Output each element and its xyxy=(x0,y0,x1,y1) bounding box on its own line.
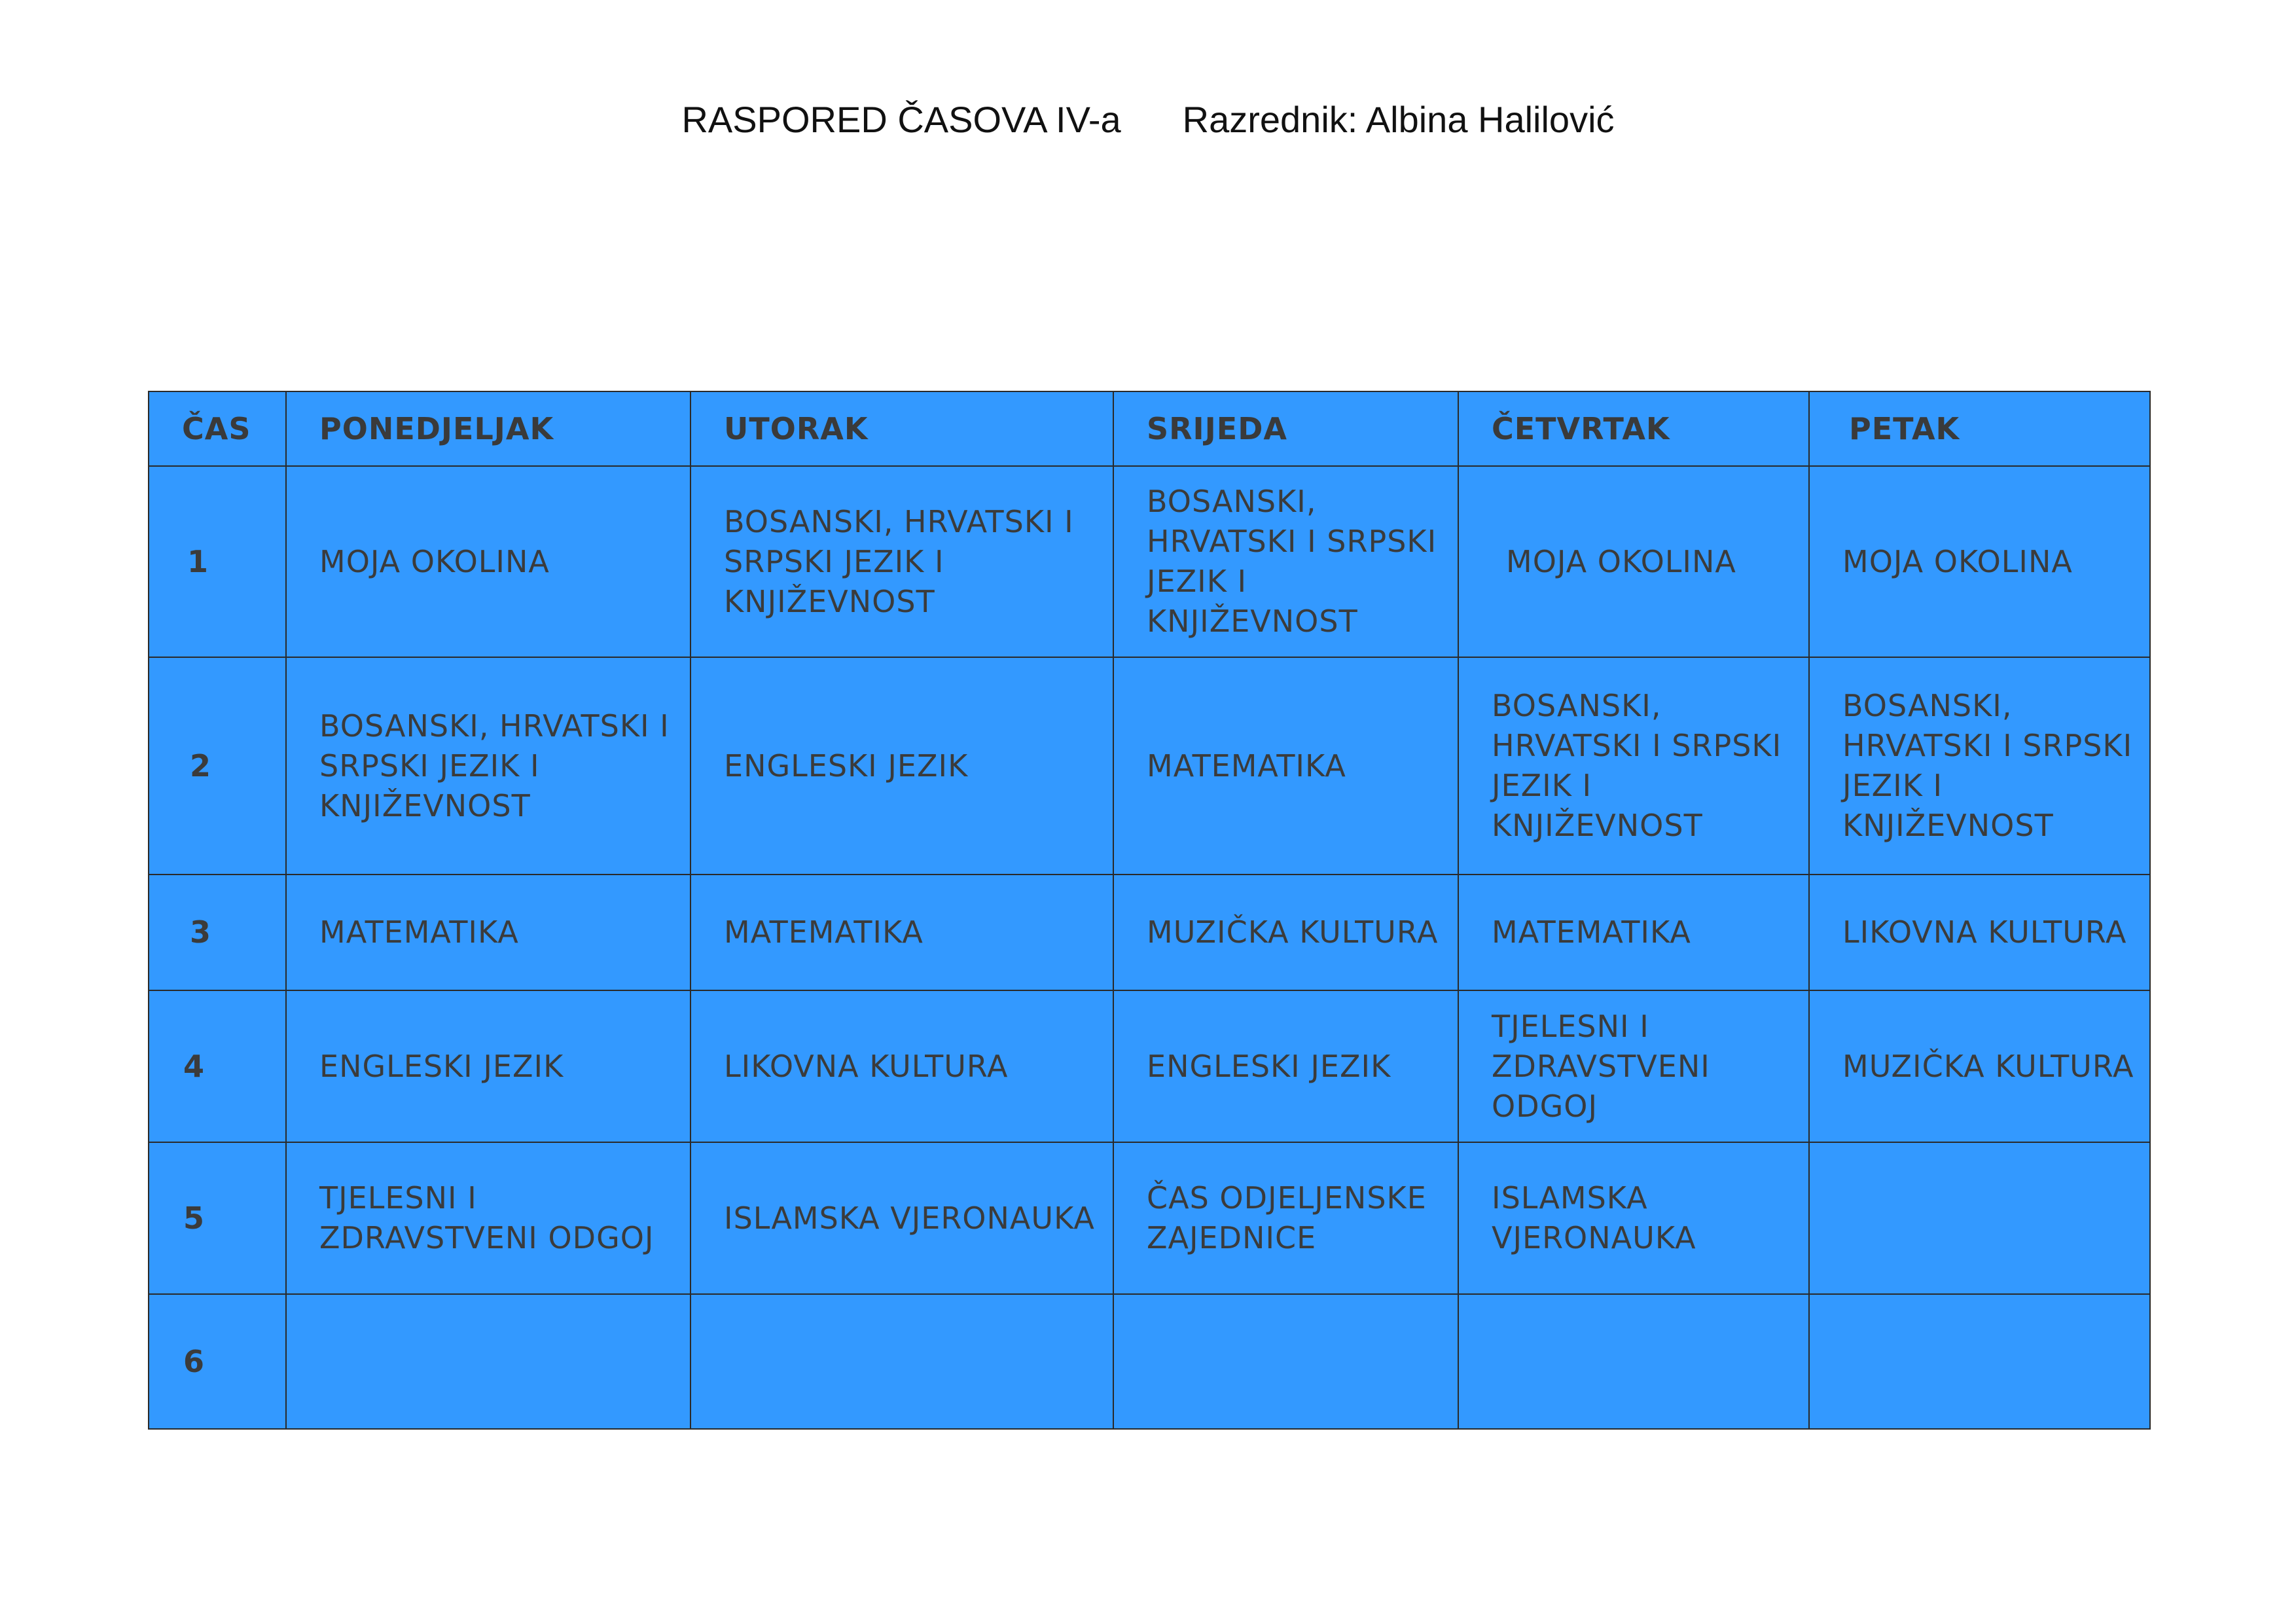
table-row xyxy=(149,466,2150,657)
lesson-cell: ENGLESKI JEZIK xyxy=(286,990,691,1142)
lesson-cell: TJELESNI I ZDRAVSTVENI ODGOJ xyxy=(286,1142,691,1294)
lesson-cell xyxy=(1458,1294,1809,1429)
column-header-friday: PETAK xyxy=(1809,391,2150,466)
lesson-cell: BOSANSKI, HRVATSKI I SRPSKI JEZIK I KNJIŽEVNOST xyxy=(1809,657,2150,875)
table-row xyxy=(149,1142,2150,1294)
lesson-cell: MOJA OKOLINA xyxy=(1809,466,2150,657)
column-header-thursday: ČETVRTAK xyxy=(1458,391,1809,466)
lesson-cell: BOSANSKI, HRVATSKI I SRPSKI JEZIK I KNJIŽEVNOST xyxy=(691,466,1113,657)
period-number: 2 xyxy=(149,657,286,875)
lesson-cell: MATEMATIKA xyxy=(691,875,1113,990)
lesson-cell: ČAS ODJELJENSKE ZAJEDNICE xyxy=(1113,1142,1458,1294)
lesson-cell: MATEMATIKA xyxy=(1458,875,1809,990)
column-header-tuesday: UTORAK xyxy=(691,391,1113,466)
lesson-cell: ENGLESKI JEZIK xyxy=(691,657,1113,875)
column-header-wednesday: SRIJEDA xyxy=(1113,391,1458,466)
schedule-table xyxy=(148,391,2151,1430)
lesson-cell: MUZIČKA KULTURA xyxy=(1113,875,1458,990)
table-row xyxy=(149,657,2150,875)
lesson-cell: LIKOVNA KULTURA xyxy=(1809,875,2150,990)
lesson-cell xyxy=(286,1294,691,1429)
column-header-cas: ČAS xyxy=(149,391,286,466)
period-number: 1 xyxy=(149,466,286,657)
lesson-cell: MATEMATIKA xyxy=(286,875,691,990)
lesson-cell: MOJA OKOLINA xyxy=(286,466,691,657)
period-number: 3 xyxy=(149,875,286,990)
lesson-cell: BOSANSKI, HRVATSKI I SRPSKI JEZIK I KNJIŽEVNOST xyxy=(286,657,691,875)
lesson-cell: MUZIČKA KULTURA xyxy=(1809,990,2150,1142)
header-row xyxy=(149,391,2150,466)
period-number: 4 xyxy=(149,990,286,1142)
lesson-cell xyxy=(1809,1294,2150,1429)
lesson-cell: MATEMATIKA xyxy=(1113,657,1458,875)
lesson-cell: MOJA OKOLINA xyxy=(1458,466,1809,657)
lesson-cell: BOSANSKI, HRVATSKI I SRPSKI JEZIK I KNJIŽEVNOST xyxy=(1458,657,1809,875)
lesson-cell xyxy=(1809,1142,2150,1294)
lesson-cell: TJELESNI I ZDRAVSTVENI ODGOJ xyxy=(1458,990,1809,1142)
table-row xyxy=(149,990,2150,1142)
class-teacher: Razrednik: Albina Halilović xyxy=(1182,99,1615,140)
lesson-cell: LIKOVNA KULTURA xyxy=(691,990,1113,1142)
class-schedule-title: RASPORED ČASOVA IV-a xyxy=(681,99,1121,140)
lesson-cell: ENGLESKI JEZIK xyxy=(1113,990,1458,1142)
table-row xyxy=(149,875,2150,990)
lesson-cell: ISLAMSKA VJERONAUKA xyxy=(691,1142,1113,1294)
document-title xyxy=(0,98,2296,141)
column-header-monday: PONEDJELJAK xyxy=(286,391,691,466)
lesson-cell xyxy=(1113,1294,1458,1429)
lesson-cell: BOSANSKI, HRVATSKI I SRPSKI JEZIK I KNJIŽEVNOST xyxy=(1113,466,1458,657)
period-number: 5 xyxy=(149,1142,286,1294)
lesson-cell xyxy=(691,1294,1113,1429)
table-row xyxy=(149,1294,2150,1429)
lesson-cell: ISLAMSKA VJERONAUKA xyxy=(1458,1142,1809,1294)
period-number: 6 xyxy=(149,1294,286,1429)
